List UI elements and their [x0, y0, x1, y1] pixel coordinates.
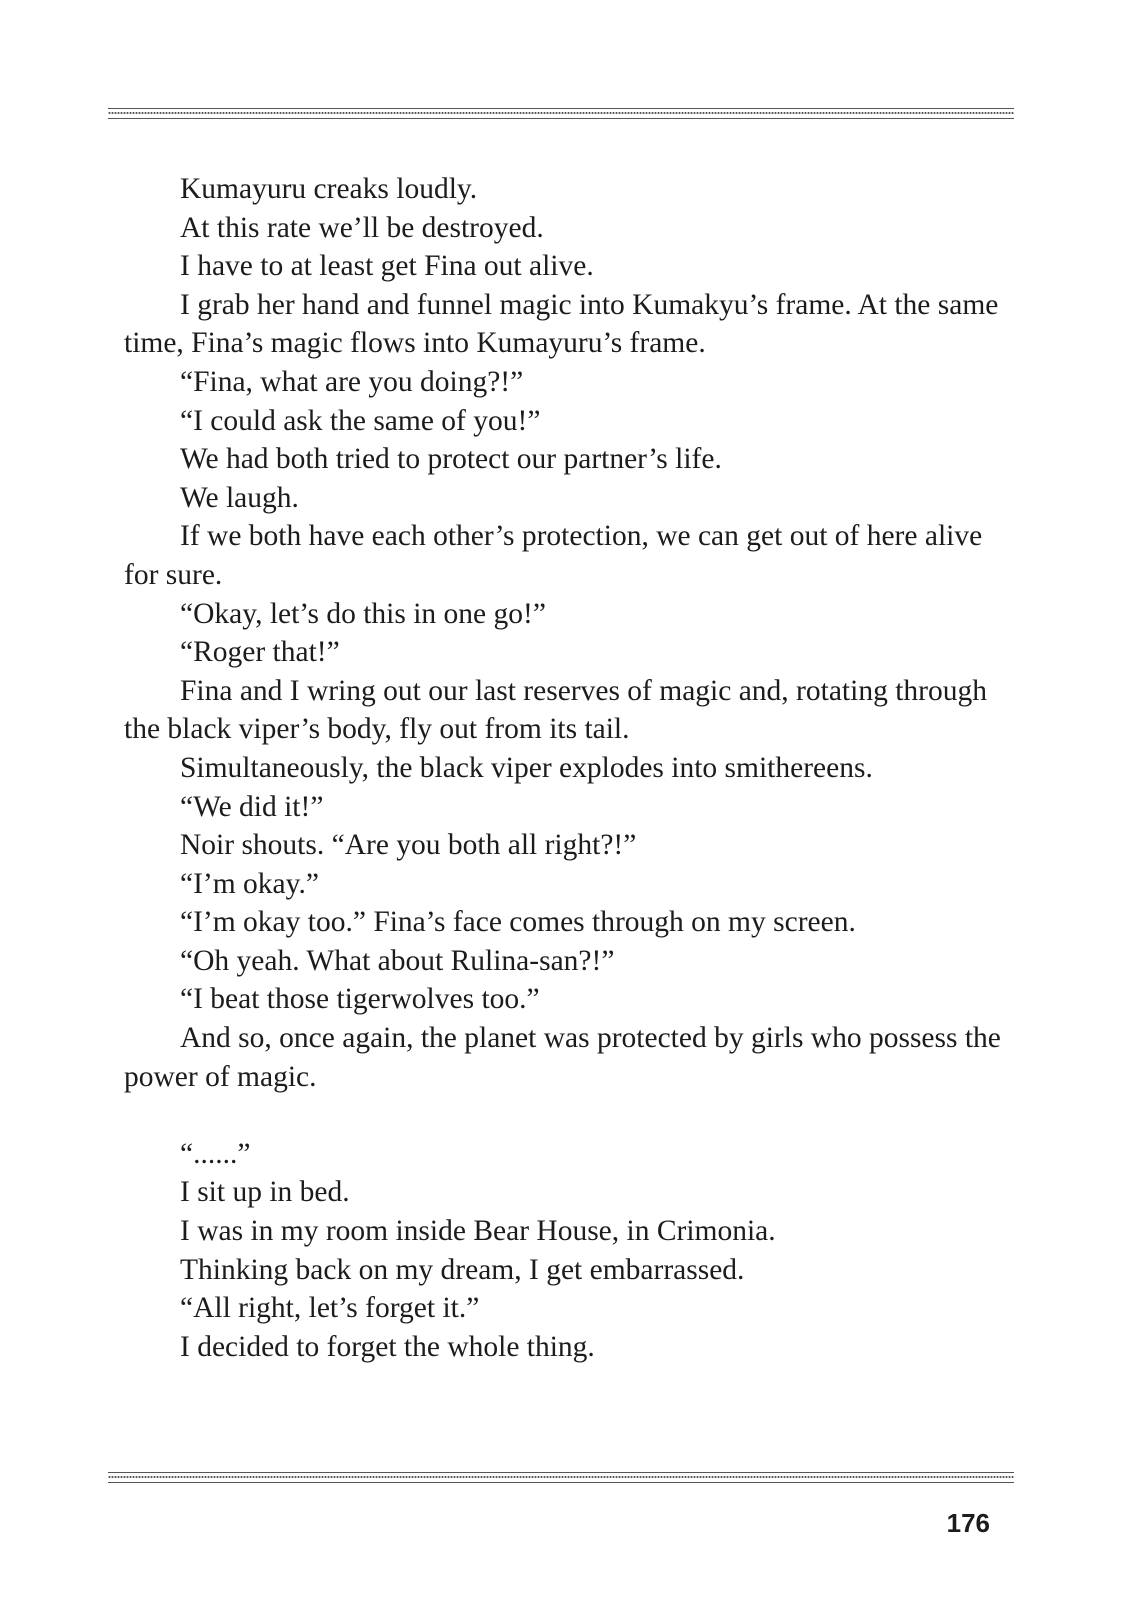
- paragraph: “I could ask the same of you!”: [180, 404, 541, 437]
- footer-rule: [108, 1472, 1014, 1483]
- paragraph: Fina and I wring out our last reserves of magic and, rotating through the black viper’s body, fly out from its tail.: [124, 674, 987, 746]
- paragraph: “Oh yeah. What about Rulina-san?!”: [180, 944, 615, 977]
- paragraph: We laugh.: [180, 481, 299, 514]
- paragraph: I decided to forget the whole thing.: [180, 1330, 595, 1363]
- paragraph: Kumayuru creaks loudly.: [180, 173, 478, 205]
- paragraph: “......”: [180, 1137, 251, 1170]
- paragraph: Thinking back on my dream, I get embarrassed.: [180, 1253, 745, 1286]
- paragraph: “Roger that!”: [180, 636, 340, 669]
- paragraph: I have to at least get Fina out alive.: [180, 250, 594, 283]
- paragraph: “I’m okay too.” Fina’s face comes through on my screen.: [180, 906, 856, 939]
- paragraph: “Okay, let’s do this in one go!”: [180, 597, 546, 630]
- paragraph: Simultaneously, the black viper explodes into smithereens.: [180, 751, 873, 784]
- page-body: [124, 170, 1004, 1366]
- paragraph: “All right, let’s forget it.”: [180, 1292, 480, 1325]
- paragraph: “Fina, what are you doing?!”: [180, 365, 524, 398]
- paragraph: We had both tried to protect our partner’s life.: [180, 443, 722, 476]
- paragraph: I sit up in bed.: [180, 1176, 350, 1209]
- paragraph: I was in my room inside Bear House, in Crimonia.: [180, 1215, 776, 1248]
- paragraph: If we both have each other’s protection, we can get out of here alive for sure.: [124, 520, 983, 591]
- paragraph: “We did it!”: [180, 790, 324, 823]
- page-number: 176: [946, 1508, 990, 1538]
- paragraph: Noir shouts. “Are you both all right?!”: [180, 829, 637, 862]
- paragraph: At this rate we’ll be destroyed.: [180, 211, 544, 244]
- paragraph: “I’m okay.”: [180, 867, 319, 900]
- paragraph: “I beat those tigerwolves too.”: [180, 983, 540, 1016]
- scene-break: [124, 1096, 1004, 1135]
- paragraph: I grab her hand and funnel magic into Kumakyu’s frame. At the same time, Fina’s magic flows into Kumayuru’s frame.: [124, 288, 999, 360]
- header-rule: [108, 108, 1014, 119]
- paragraph: And so, once again, the planet was protected by girls who possess the power of magic.: [124, 1022, 1001, 1093]
